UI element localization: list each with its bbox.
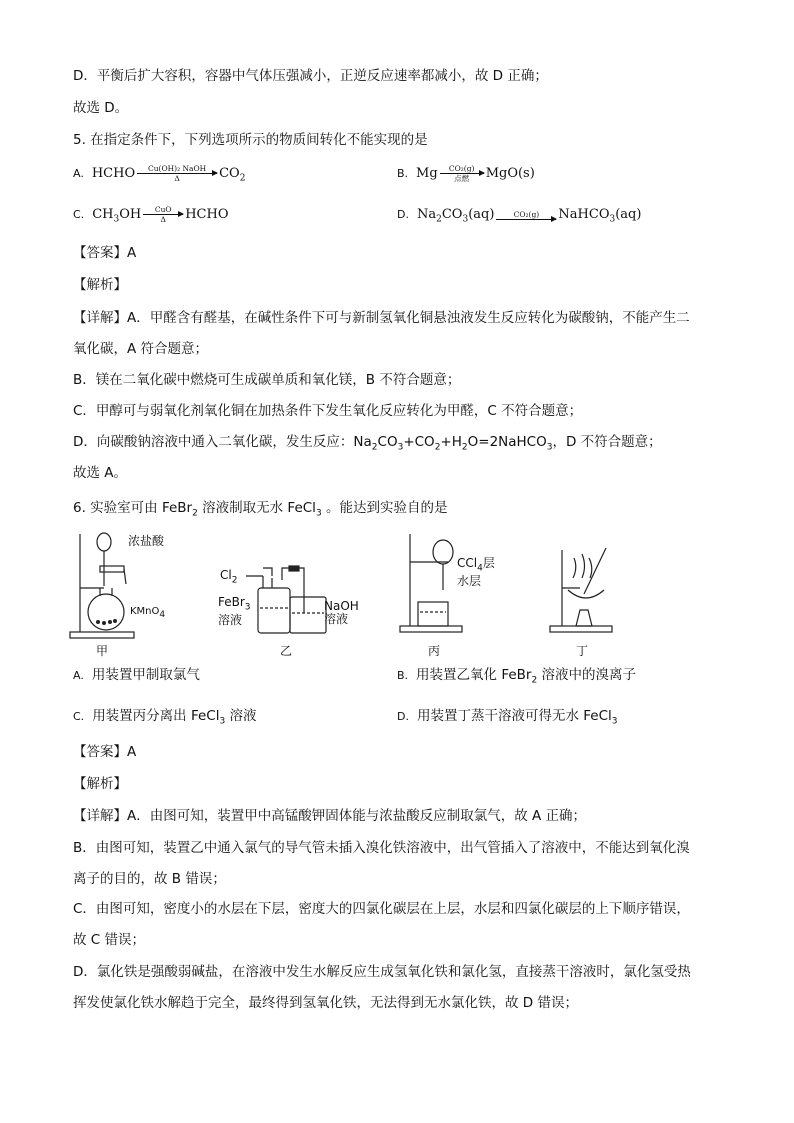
text-line: 挥发使氯化铁水解趋于完全，最终得到氢氧化铁，无法得到无水氯化铁，故 D 错误； [73, 995, 578, 1011]
label-conc-hcl: 浓盐酸 [128, 534, 165, 548]
label-kmno4: KMnO$_4$ [130, 606, 166, 620]
label-febr3-solution: FeBr$_3$ 溶液 [218, 595, 251, 628]
label-jia: 甲 [96, 644, 109, 658]
text-line: B．镁在二氧化碳中燃烧可生成碳单质和氧化镁，B 不符合题意； [73, 372, 461, 388]
label-ccl4-layer: CCl$_4$层 [457, 556, 495, 574]
answer-5: 【答案】A [73, 245, 137, 261]
apparatus-figure [68, 528, 668, 658]
text-line: C．由图可知，密度小的水层在下层，密度大的四氯化碳层在上层，水层和四氯化碳层的上下顺序错误， [73, 901, 690, 917]
text-line: B．由图可知，装置乙中通入氯气的导气管未插入溴化铁溶液中，出气管插入了溶液中，不能达到氧化溴 [73, 840, 690, 856]
label-yi: 乙 [280, 644, 293, 658]
label-ding: 丁 [576, 644, 589, 658]
text-line: 离子的目的，故 B 错误； [73, 871, 226, 887]
analysis-5-heading: 【解析】 [73, 277, 127, 293]
q5-option-c: C. $CH_3OH$ CuO Δ HCHO [73, 205, 229, 225]
text-line: 故 C 错误； [73, 932, 146, 948]
answer-6: 【答案】A [73, 744, 137, 760]
text-line: D．向碳酸钠溶液中通入二氧化碳，发生反应：$Na_2CO_3+CO_2+H_2O=2NaHCO_3$，D 不符合题意； [73, 434, 662, 453]
text-line: D．氯化铁是强酸弱碱盐，在溶液中发生水解反应生成氢氧化铁和氯化氢，直接蒸干溶液时，氯化氢受热 [73, 964, 691, 980]
text-line: 故选 A。 [73, 465, 128, 481]
label-bing: 丙 [428, 644, 441, 658]
q6-option-d: D. 用装置丁蒸干溶液可得无水 FeCl$_3$ [397, 708, 618, 727]
q5-option-a: A. HCHO Cu(OH)₂ NaOH Δ $CO_2$ [73, 164, 246, 184]
q5-option-d: D. $Na_2CO_3(aq)$ CO₂(g) NaHCO$_3$(aq) [397, 207, 642, 225]
question-6: 6. 实验室可由 FeBr$_2$ 溶液制取无水 FeCl$_3$ 。能达到实验自的是 [73, 500, 448, 519]
text-line: 氧化碳，A 符合题意； [73, 341, 209, 357]
text-line: D．平衡后扩大容积，容器中气体压强减小，正逆反应速率都减小，故 D 正确； [73, 68, 548, 84]
label-naoh-solution: NaOH 溶液 [324, 599, 359, 626]
label-cl2: $Cl_2$ [220, 568, 238, 586]
text-line: 故选 D。 [73, 100, 129, 116]
q5-option-b: B. Mg CO₂(g) 点燃 MgO(s) [397, 164, 535, 183]
q6-option-b: B. 用装置乙氧化 FeBr$_2$ 溶液中的溴离子 [397, 667, 637, 686]
q6-option-c: C. 用装置丙分离出 FeCl$_3$ 溶液 [73, 708, 257, 727]
text-line: 【详解】A．由图可知，装置甲中高锰酸钾固体能与浓盐酸反应制取氯气，故 A 正确； [73, 808, 587, 824]
label-water-layer: 水层 [457, 574, 482, 588]
text-line: C．甲醇可与弱氧化剂氧化铜在加热条件下发生氧化反应转化为甲醛，C 不符合题意； [73, 403, 583, 419]
analysis-6-heading: 【解析】 [73, 776, 127, 792]
q6-option-a: A. 用装置甲制取氯气 [73, 667, 200, 683]
text-line: 【详解】A．甲醛含有醛基，在碱性条件下可与新制氢氧化铜悬浊液发生反应转化为碳酸钠，不能产生二 [73, 310, 690, 326]
question-5: 5. 在指定条件下，下列选项所示的物质间转化不能实现的是 [73, 132, 428, 148]
